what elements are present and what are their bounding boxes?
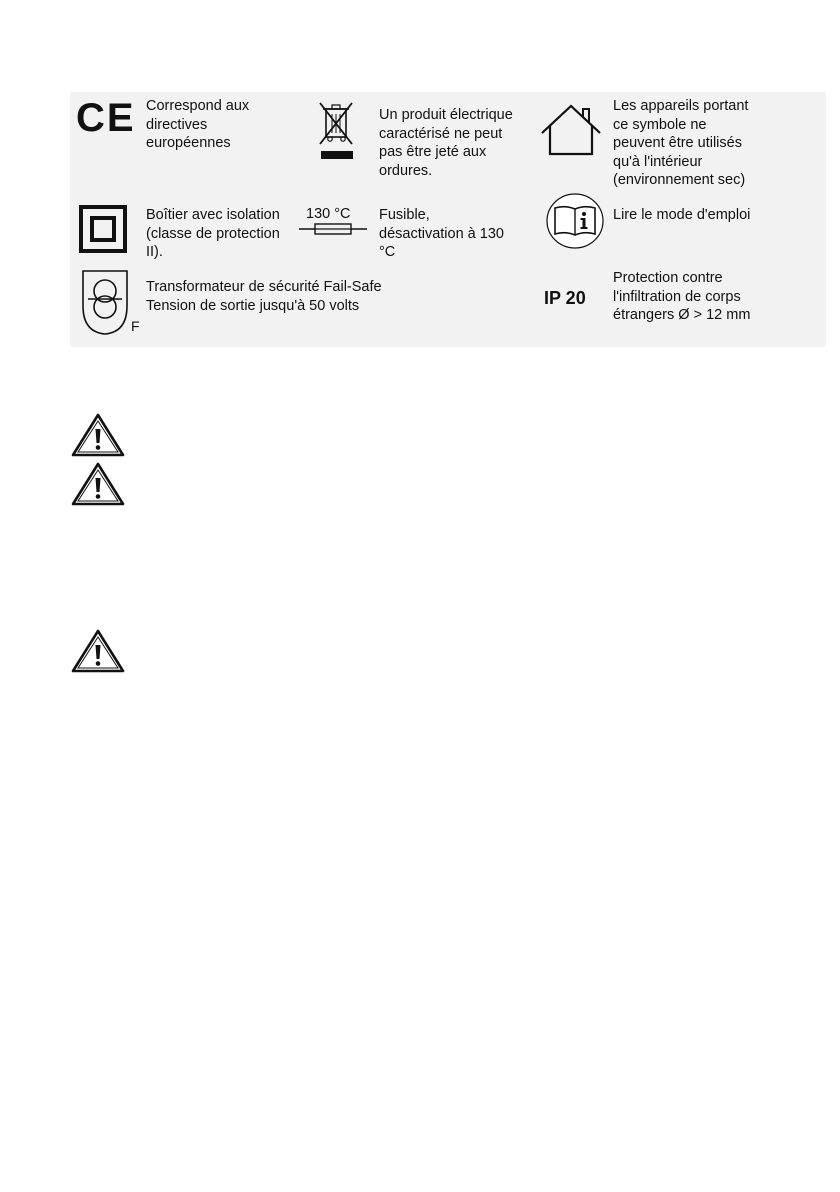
ip20-mark: IP 20 (544, 288, 586, 308)
fuse-temperature: 130 °C (306, 206, 351, 222)
ce-description: Correspond aux directives européennes (146, 98, 250, 151)
ce-mark-icon: CE (76, 96, 136, 140)
manual-description: Lire le mode d'emploi (613, 207, 751, 223)
transformer-description: Transformateur de sécurité Fail-Safe Tension de sortie jusqu'à 50 volts (146, 279, 382, 314)
crossed-bin-icon (318, 100, 356, 164)
transformer-f-letter: F (131, 318, 140, 334)
warning-triangle-icon (70, 412, 126, 458)
warning-triangle-icon (70, 461, 126, 507)
ip-description: Protection contre l'infiltration de corps étrangers Ø > 12 mm (613, 270, 751, 323)
fuse-icon (299, 222, 367, 236)
fuse-description: Fusible, désactivation à 130 °C (379, 207, 504, 260)
manual-info-icon (545, 192, 605, 250)
warning-triangle-icon (70, 628, 126, 674)
weee-description: Un produit électrique caractérisé ne peut pas être jeté aux ordures. (379, 107, 513, 179)
safety-transformer-icon (80, 268, 130, 336)
house-icon (540, 103, 602, 157)
double-square-icon (79, 205, 127, 253)
indoor-description: Les appareils portant ce symbole ne peuvent être utilisés qu'à l'intérieur (environnement sec) (613, 98, 749, 188)
class2-description: Boîtier avec isolation (classe de protection II). (146, 207, 280, 260)
